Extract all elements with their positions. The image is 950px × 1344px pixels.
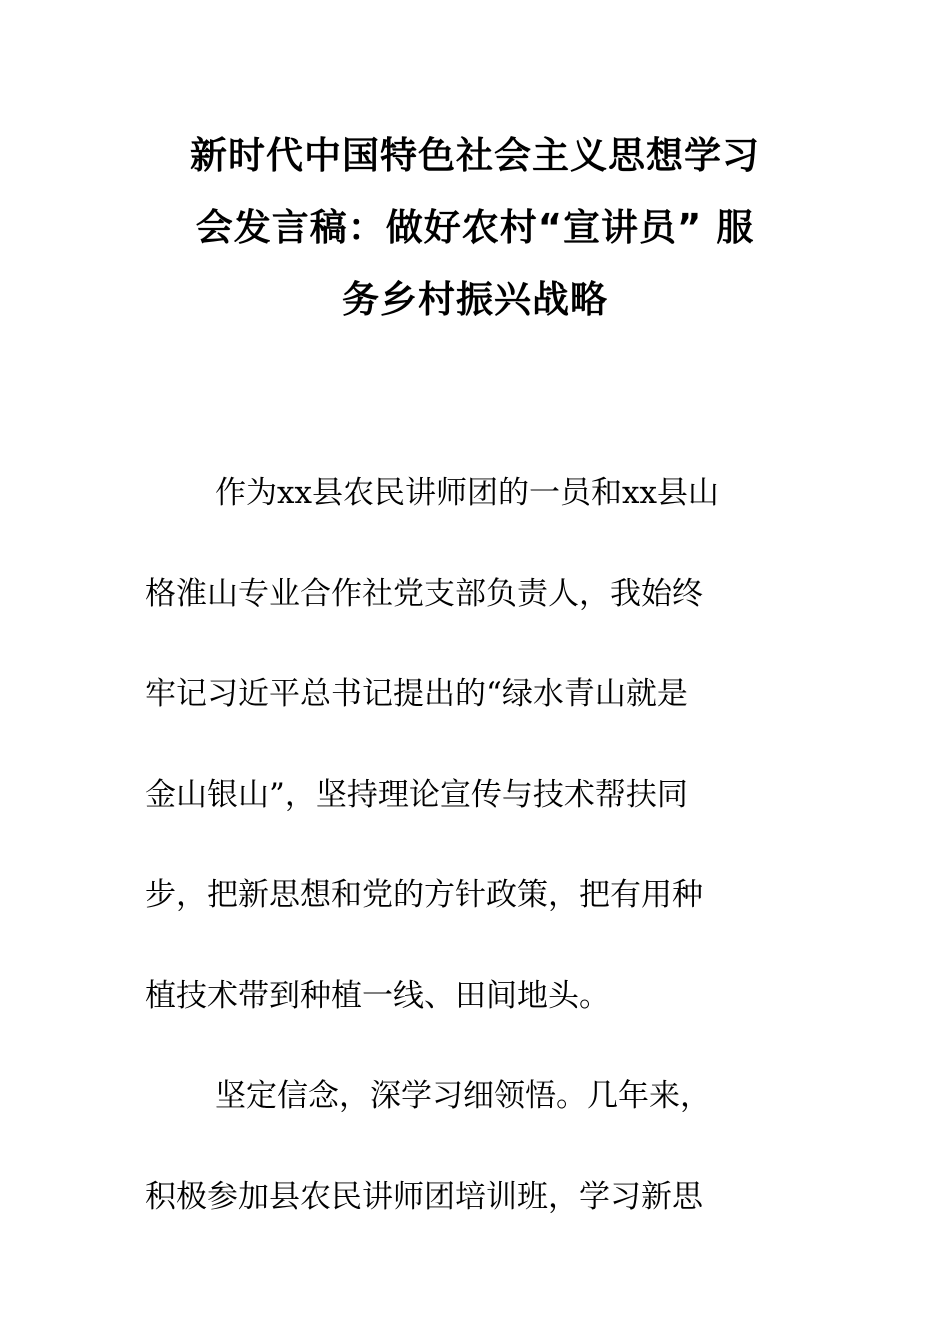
document-body [145,443,815,1247]
paragraph-1-line-4: 金山银山”，坚持理论宣传与技术帮扶同 [145,776,688,813]
paragraph-2-line-1: 坚定信念，深学习细领悟。几年来， [215,1078,711,1114]
document-title [120,120,830,336]
title-line-2: 会发言稿：做好农村“宣讲员” 服 [195,206,755,249]
title-line-1: 新时代中国特色社会主义思想学习 [190,134,760,177]
paragraph-2-line-2: 积极参加县农民讲师团培训班，学习新思 [145,1178,703,1215]
paragraph-1-line-3: 牢记习近平总书记提出的“绿水青山就是 [145,676,688,712]
paragraph-1-line-2: 格淮山专业合作社党支部负责人，我始终 [145,575,703,612]
title-line-3: 务乡村振兴战略 [342,278,608,321]
paragraph-1-line-6: 植技术带到种植一线、田间地头。 [145,977,610,1014]
paragraph-1-line-5: 步，把新思想和党的方针政策，把有用种 [145,877,703,913]
paragraph-1-line-1: 作为xx县农民讲师团的一员和xx县山 [215,475,719,511]
